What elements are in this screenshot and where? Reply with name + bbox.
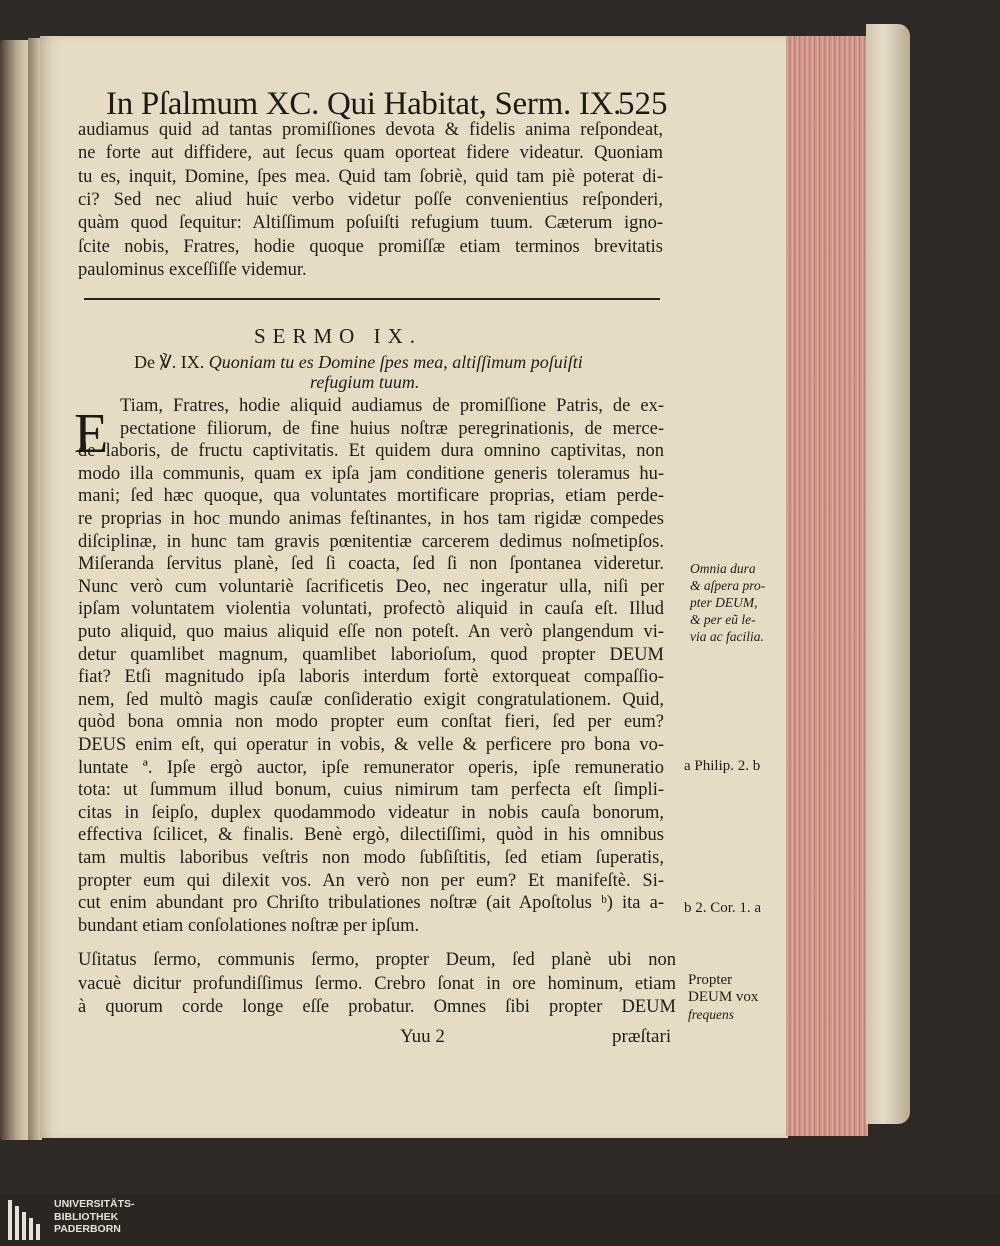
- text-line: cut enim abundant pro Chriſto tribulationes noſtræ (ait Apoſtolus ᵇ) ita a-: [78, 893, 664, 914]
- text-line: mani; ſed hæc quoque, qua voluntates mortificare proprias, etiam perde-: [78, 486, 664, 507]
- text-line: bundant etiam conſolationes noſtræ per ipſum.: [78, 915, 420, 936]
- page-number: 525: [618, 86, 668, 122]
- text-line: ne forte aut diffidere, aut ſecus quam oporteat fidere videatur. Quoniam: [78, 143, 663, 164]
- text-line: ſcite nobis, Fratres, hodie quoque promiſſæ etiam terminos brevitatis: [78, 236, 663, 257]
- footer-bar: [0, 1195, 1000, 1246]
- margin-ref-philippians: a Philip. 2. b: [684, 758, 761, 774]
- text-line: tam multis laboribus veſtris non modo ſubſiſtitis, ſed etiam ſuperatis,: [78, 848, 664, 868]
- margin-line: & per eũ le-: [690, 612, 756, 627]
- text-line: audiamus quid ad tantas promiſſiones devota & fidelis anima reſpondeat,: [78, 120, 663, 140]
- text-line: puto aliquid, quo maius aliquid eſſe non poteſt. An verò plangendum vi-: [78, 622, 664, 642]
- text-line: propter eum qui dilexit vos. An verò non per eum? Et manifeſtè. Si-: [78, 870, 664, 891]
- text-line: quàm quod ſequitur: Altiſſimum poſuiſti refugium tuum. Cæterum igno-: [78, 213, 663, 234]
- text-line: tu es, inquit, Domine, ſpes mea. Quid tam ſobriè, quid tam piè poterat di-: [78, 166, 663, 187]
- catchword: præſtari: [612, 1026, 672, 1047]
- margin-line: Omnia dura: [690, 561, 756, 576]
- text-line: vacuè dicitur profundiſſimus ſermo. Crebro ſonat in ore hominum, etiam: [78, 973, 676, 994]
- margin-line: & aſpera pro-: [690, 578, 766, 593]
- text-line: de laboris, de fructu captivitatis. Et quidem dura omnino captivitas, non: [78, 441, 664, 462]
- left-page-edge: [0, 40, 28, 1140]
- margin-ref-corinthians: b 2. Cor. 1. a: [684, 900, 762, 916]
- text-line: modo illa communis, quam ex ipſa jam conditione generis toleramus hu-: [78, 463, 664, 484]
- text-line: re proprias in hoc mundo animas feſtinantes, in hos tam rigidæ compedes: [78, 509, 664, 529]
- text-line: pectatione filiorum, de fine huius noſtræ peregrinationis, de merce-: [120, 418, 664, 439]
- verse-text-continued: refugium tuum.: [310, 372, 420, 392]
- verse-reference: De ℣. IX.: [134, 352, 205, 372]
- text-line: Tiam, Fratres, hodie aliquid audiamus de promiſſione Patris, de ex-: [120, 396, 664, 416]
- margin-note-propter: [688, 972, 758, 1023]
- sermon-heading: SERMO IX.: [254, 324, 423, 348]
- text-line: à quorum corde longe eſſe probatur. Omnes ſibi propter DEUM: [78, 997, 676, 1017]
- section-divider: [84, 298, 660, 300]
- logo-line: PADERBORN: [54, 1223, 121, 1235]
- drop-cap: E: [74, 403, 109, 465]
- text-line: diſciplinæ, in hunc tam gravis pœnitentiæ carcerem dedimus noſmetipſos.: [78, 531, 664, 552]
- logo-line: BIBLIOTHEK: [54, 1210, 119, 1223]
- library-logo-text: [54, 1198, 135, 1236]
- text-line: paulominus exceſſiſſe videmur.: [78, 259, 307, 280]
- text-line: Uſitatus ſermo, communis ſermo, propter Deum, ſed planè ubi non: [78, 950, 676, 970]
- text-line: detur quamlibet magnum, quamlibet laborioſum, quod propter DEUM: [78, 644, 664, 665]
- text-line: Miſeranda ſervitus planè, ſed ſi coacta, ſed ſi non ſpontanea videretur.: [78, 554, 664, 575]
- margin-line: DEUM vox: [688, 989, 759, 1005]
- page-edges: [786, 36, 868, 1136]
- text-line: luntate ª. Ipſe ergò auctor, ipſe remunerator operis, ipſe remuneratio: [78, 757, 664, 778]
- signature-mark: Yuu 2: [400, 1026, 445, 1047]
- text-line: fiat? Etſi magnitudo ipſa laboris interdum fortè extorqueat compaſſio-: [78, 667, 664, 688]
- text-line: ipſam voluntatem violentia voluntati, profectò aliquid in cauſa eſt. Illud: [78, 599, 664, 620]
- margin-line: pter DEUM,: [690, 595, 758, 610]
- text-line: nem, ſed multò magis cauſæ conſideratio exigit congratulationem. Quid,: [78, 689, 664, 710]
- text-line: ci? Sed nec aliud huic verbo videtur poſſe convenientius reſponderi,: [78, 189, 663, 210]
- text-line: tota: ut ſummum illud bonum, cuius nimirum tam perfecta eſt ſimpli-: [78, 780, 664, 801]
- margin-line: Propter: [688, 972, 733, 988]
- sermon-subheading: [134, 352, 583, 373]
- verse-text: Quoniam tu es Domine ſpes mea, altiſſimum poſuiſti: [208, 352, 583, 372]
- text-line: effectiva ſcilicet, & finalis. Benè ergò, dilectiſſimi, quòd in his omnibus: [78, 825, 664, 846]
- margin-note-omnia: [690, 560, 765, 645]
- margin-line: frequens: [688, 1007, 734, 1022]
- text-line: citas in ſeipſo, duplex quodammodo videatur in nobis cauſa bonorum,: [78, 802, 664, 823]
- text-line: Nunc verò cum voluntariè ſacrificetis Deo, nec ingeratur ulla, niſi per: [78, 576, 664, 597]
- text-line: DEUS enim eſt, qui operatur in vobis, & velle & perficere pro bona vo-: [78, 735, 664, 755]
- running-title: In Pſalmum XC. Qui Habitat, Serm. IX.: [106, 86, 622, 122]
- book-binding: [866, 24, 910, 1124]
- logo-line: UNIVERSITÄTS-: [54, 1198, 135, 1210]
- margin-line: via ac facilia.: [690, 629, 764, 644]
- library-logo-icon: [8, 1200, 46, 1240]
- text-line: quòd bona omnia non modo propter eum conſtat fieri, ſed per eum?: [78, 712, 664, 733]
